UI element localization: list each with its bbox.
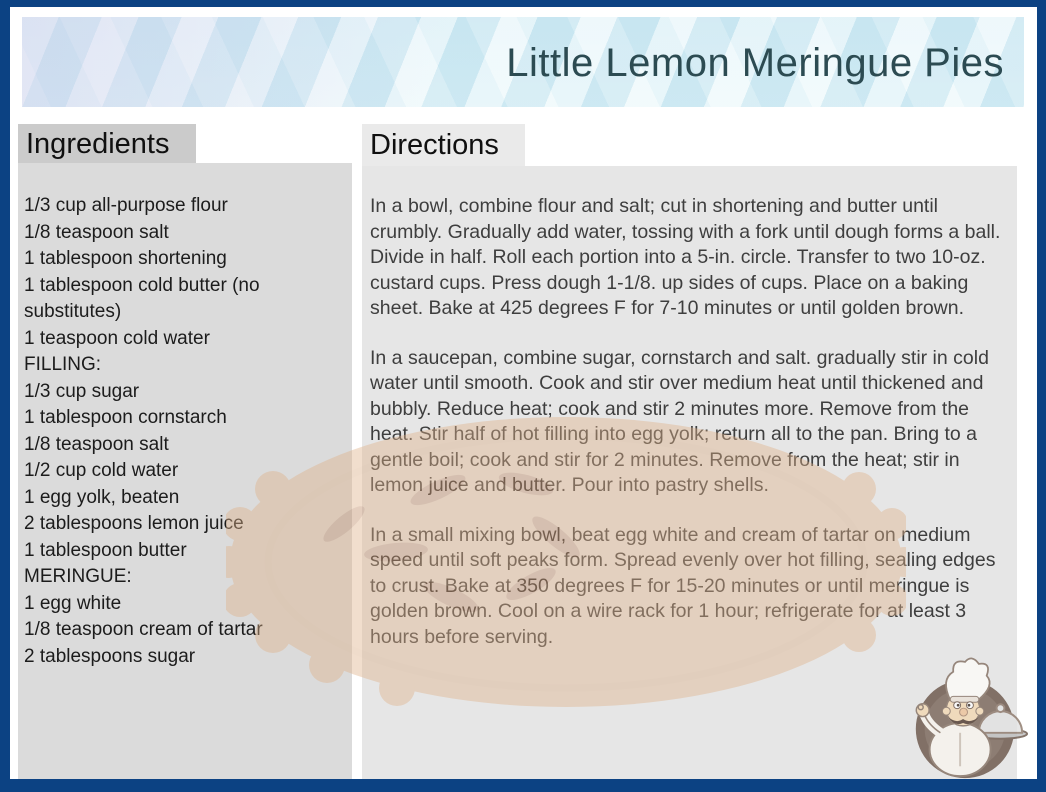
direction-paragraph: In a small mixing bowl, beat egg white and cream of tartar on medium speed until soft peaks form. Spread evenly over hot filling, sealing edges to crust. Bake at 350 degrees F for 15-20 minutes or until meringue is golden brown. Cool on a wire rack for 1 hour; refrigerate for at least 3 hours before serving. [370, 523, 996, 648]
ingredient-section-label: FILLING: [24, 354, 102, 375]
ingredient-section-label: MERINGUE: [24, 566, 132, 587]
header-banner [22, 17, 1024, 107]
directions-heading-box [362, 124, 525, 166]
ingredient-item: 1/8 teaspoon salt [24, 433, 169, 455]
ingredient-item: 2 tablespoons sugar [24, 645, 196, 667]
ingredient-item: 1 tablespoon shortening [24, 248, 227, 269]
direction-paragraph: In a bowl, combine flour and salt; cut in shortening and butter until crumbly. Gradually add water, tossing with a fork until dough forms a ball. Divide in half. Roll each portion into a 5-in. circle. Transfer to two 10-oz. custard cups. Press dough 1-1/8. up sides of cups. Place on a baking sheet. Bake at 425 degrees F for 7-10 minutes or until golden brown. [370, 195, 1001, 319]
ingredient-item: 1 egg white [24, 592, 122, 614]
ingredients-heading-box [18, 124, 196, 163]
ingredient-item: 2 tablespoons lemon juice [24, 513, 244, 534]
ingredients-panel [18, 163, 352, 780]
ingredient-item: 1 teaspoon cold water [24, 327, 210, 349]
ingredient-item: 1/3 cup sugar [24, 380, 140, 402]
directions-heading: Directions [370, 129, 499, 161]
directions-text [370, 194, 1007, 650]
ingredient-item: 1 tablespoon butter [24, 539, 187, 561]
ingredient-item: 1/8 teaspoon cream of tartar [24, 619, 263, 640]
ingredient-item: 1 egg yolk, beaten [24, 486, 180, 508]
ingredient-item: 1 tablespoon cold butter (no substitutes) [24, 274, 260, 322]
ingredient-item: 1/2 cup cold water [24, 460, 179, 481]
recipe-title: Little Lemon Meringue Pies [506, 41, 1004, 85]
ingredient-item: 1/8 teaspoon salt [24, 221, 169, 243]
directions-panel [362, 166, 1017, 780]
ingredients-heading: Ingredients [26, 128, 170, 160]
direction-paragraph: In a saucepan, combine sugar, cornstarch and salt. gradually stir in cold water until smooth. Cook and stir over medium heat until thickened and bubbly. Reduce heat; cook and stir 2 minutes more. Remove from the heat. Stir half of hot filling into egg yolk; return all to the pan. Bring to a gentle boil; cook and stir for 2 minutes. Remove from the heat; stir in lemon juice and butter. Pour into pastry shells. [370, 346, 989, 496]
ingredients-list [24, 193, 348, 670]
ingredient-item: 1 tablespoon cornstarch [24, 407, 227, 428]
ingredient-item: 1/3 cup all-purpose flour [24, 195, 228, 216]
